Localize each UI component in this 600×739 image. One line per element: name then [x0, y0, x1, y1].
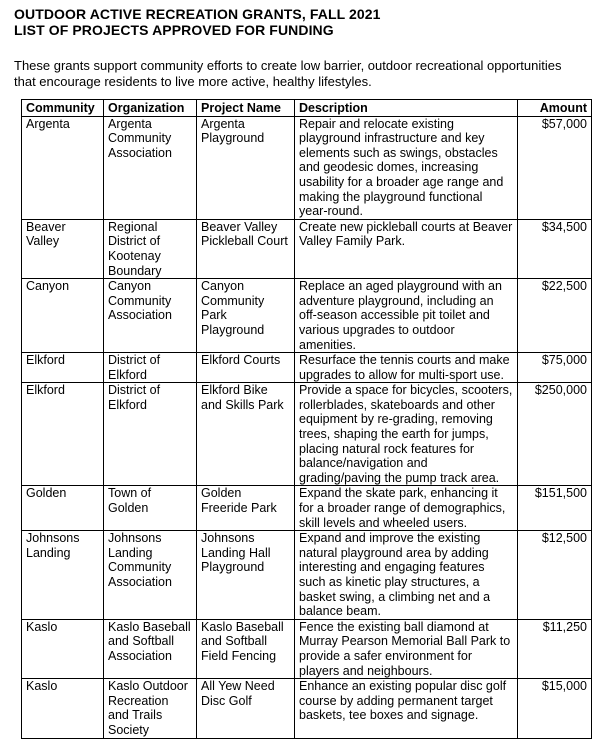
cell-organization: Johnsons Landing Community Association [104, 531, 197, 620]
cell-amount: $22,500 [518, 279, 592, 353]
cell-community: Elkford [22, 353, 104, 383]
table-row [22, 679, 592, 738]
column-header-description: Description [295, 100, 518, 117]
cell-description: Enhance an existing popular disc golf course by adding permanent target baskets, tee boxes and signage. [295, 679, 518, 738]
grants-table [21, 99, 592, 739]
table-row [22, 219, 592, 278]
table-row [22, 531, 592, 620]
cell-description: Repair and relocate existing playground infrastructure and key elements such as swings, obstacles and geodesic domes, increasing usability for a broader age range and making the playground functional year-round. [295, 116, 518, 219]
cell-description: Resurface the tennis courts and make upgrades to allow for multi-sport use. [295, 353, 518, 383]
document-title-line-1: OUTDOOR ACTIVE RECREATION GRANTS, FALL 2021 [14, 6, 381, 22]
cell-organization: District of Elkford [104, 383, 197, 486]
table-row [22, 486, 592, 531]
intro-paragraph: These grants support community efforts to create low barrier, outdoor recreational opportunities that encourage residents to live more active, healthy lifestyles. [14, 58, 562, 89]
cell-project-name: Kaslo Baseball and Softball Field Fencing [197, 619, 295, 678]
cell-project-name: Argenta Playground [197, 116, 295, 219]
table-row [22, 279, 592, 353]
cell-amount: $57,000 [518, 116, 592, 219]
cell-project-name: Elkford Bike and Skills Park [197, 383, 295, 486]
cell-description: Create new pickleball courts at Beaver Valley Family Park. [295, 219, 518, 278]
cell-description: Replace an aged playground with an adventure playground, including an off-season accessible pit toilet and various upgrades to outdoor amenities. [295, 279, 518, 353]
cell-amount: $15,000 [518, 679, 592, 738]
table-header-row [22, 100, 592, 117]
cell-community: Canyon [22, 279, 104, 353]
column-header-community: Community [22, 100, 104, 117]
cell-community: Golden [22, 486, 104, 531]
cell-amount: $151,500 [518, 486, 592, 531]
table-row [22, 116, 592, 219]
cell-amount: $12,500 [518, 531, 592, 620]
cell-description: Fence the existing ball diamond at Murray Pearson Memorial Ball Park to provide a safer environment for players and neighbours. [295, 619, 518, 678]
cell-organization: Town of Golden [104, 486, 197, 531]
cell-organization: Regional District of Kootenay Boundary [104, 219, 197, 278]
cell-organization: Argenta Community Association [104, 116, 197, 219]
table-row [22, 383, 592, 486]
column-header-project-name: Project Name [197, 100, 295, 117]
cell-description: Provide a space for bicycles, scooters, rollerblades, skateboards and other equipment by re-grading, removing trees, shaping the earth for jumps, placing natural rock features for balance/navigation and grading/paving the pump track area. [295, 383, 518, 486]
cell-organization: Kaslo Baseball and Softball Association [104, 619, 197, 678]
cell-description: Expand the skate park, enhancing it for a broader range of demographics, skill levels and wheeled users. [295, 486, 518, 531]
cell-project-name: Beaver Valley Pickleball Court [197, 219, 295, 278]
cell-project-name: Johnsons Landing Hall Playground [197, 531, 295, 620]
cell-organization: Kaslo Outdoor Recreation and Trails Society [104, 679, 197, 738]
cell-organization: Canyon Community Association [104, 279, 197, 353]
cell-project-name: Golden Freeride Park [197, 486, 295, 531]
cell-community: Kaslo [22, 619, 104, 678]
cell-community: Johnsons Landing [22, 531, 104, 620]
table-row [22, 353, 592, 383]
cell-project-name: Canyon Community Park Playground [197, 279, 295, 353]
document-title-line-2: LIST OF PROJECTS APPROVED FOR FUNDING [14, 22, 334, 38]
cell-project-name: Elkford Courts [197, 353, 295, 383]
column-header-amount: Amount [518, 100, 592, 117]
column-header-organization: Organization [104, 100, 197, 117]
cell-community: Elkford [22, 383, 104, 486]
cell-amount: $11,250 [518, 619, 592, 678]
cell-community: Beaver Valley [22, 219, 104, 278]
cell-amount: $250,000 [518, 383, 592, 486]
cell-organization: District of Elkford [104, 353, 197, 383]
cell-community: Argenta [22, 116, 104, 219]
cell-project-name: All Yew Need Disc Golf [197, 679, 295, 738]
table-row [22, 619, 592, 678]
cell-amount: $34,500 [518, 219, 592, 278]
cell-amount: $75,000 [518, 353, 592, 383]
cell-community: Kaslo [22, 679, 104, 738]
cell-description: Expand and improve the existing natural playground area by adding interesting and engaging features such as kinetic play structures, a basket swing, a climbing net and a balance beam. [295, 531, 518, 620]
